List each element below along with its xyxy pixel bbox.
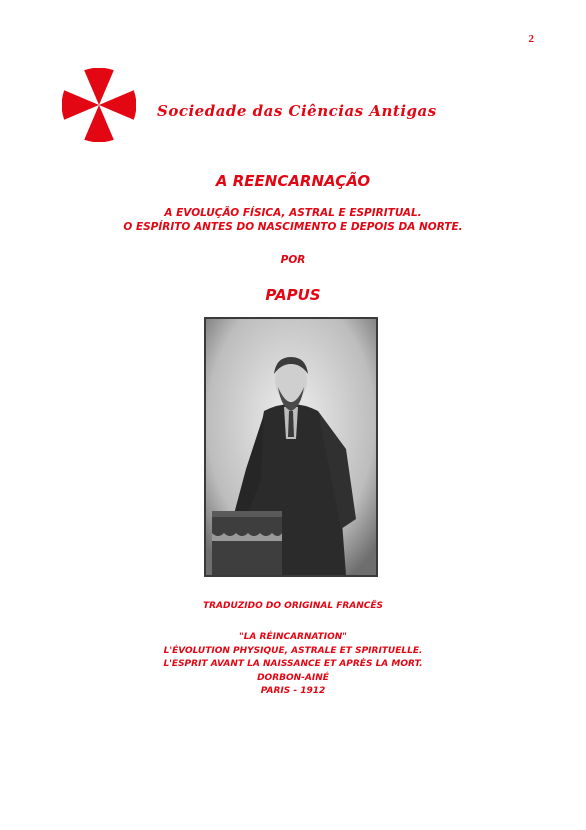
by-label: POR <box>280 254 306 266</box>
original-title: "LA RÉINCARNATION" <box>239 632 347 642</box>
book-title: A REENCARNAÇÃO <box>215 172 371 190</box>
subtitle-line: O ESPÍRITO ANTES DO NASCIMENTO E DEPOIS DA NORTE. <box>123 221 463 233</box>
subtitle <box>0 206 586 234</box>
society-name: Sociedade das Ciências Antigas <box>157 102 437 120</box>
cross-pattee-icon <box>62 68 136 142</box>
original-subtitle-line: L'ESPRIT AVANT LA NAISSANCE ET APRÈS LA MORT. <box>163 659 423 669</box>
subtitle-line: A EVOLUÇÃO FÍSICA, ASTRAL E ESPIRITUAL. <box>164 207 422 219</box>
original-edition <box>0 631 586 699</box>
publication-place-year: PARIS - 1912 <box>260 686 326 696</box>
publisher: DORBON-AINÉ <box>257 672 329 683</box>
translated-label: TRADUZIDO DO ORIGINAL FRANCÊS <box>202 601 384 611</box>
author-portrait <box>204 317 378 577</box>
page-number: 2 <box>528 33 534 45</box>
original-subtitle-line: L'ÉVOLUTION PHYSIQUE, ASTRALE ET SPIRITUELLE. <box>163 645 423 656</box>
author-name: PAPUS <box>265 286 321 304</box>
